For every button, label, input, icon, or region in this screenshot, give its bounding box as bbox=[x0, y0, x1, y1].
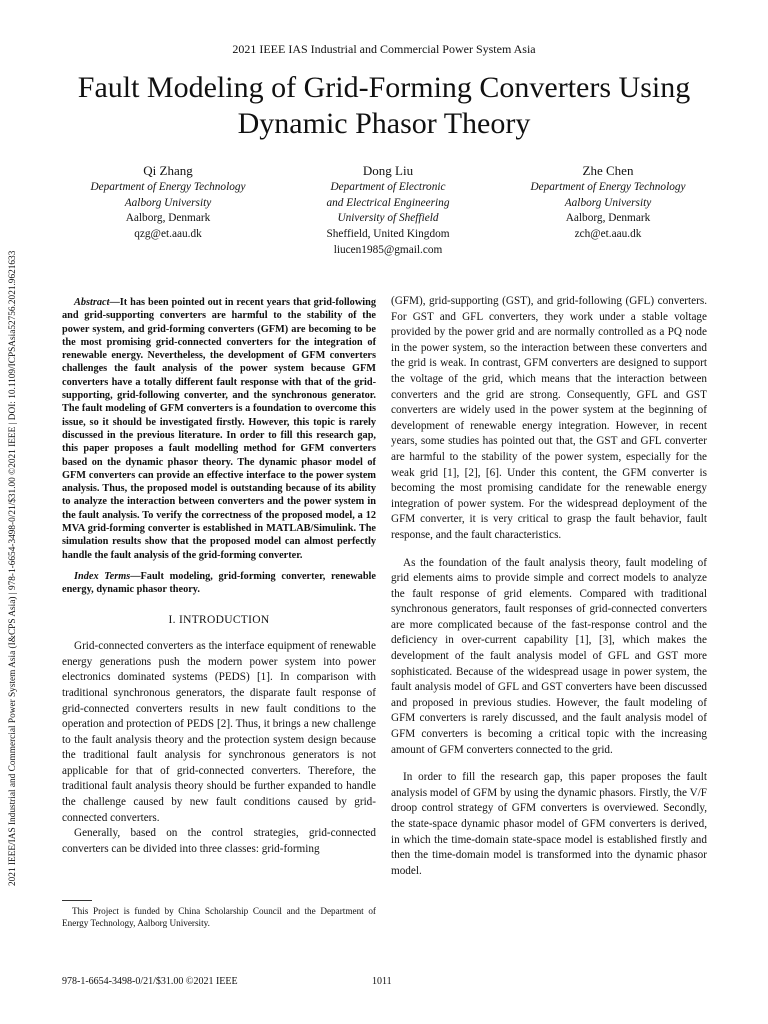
author-1 bbox=[58, 162, 278, 259]
author-block bbox=[58, 162, 718, 259]
page-number: 1011 bbox=[372, 976, 392, 987]
author-location: Sheffield, United Kingdom bbox=[326, 228, 450, 241]
author-university: Aalborg University bbox=[564, 196, 652, 209]
author-department: Department of Electronic bbox=[330, 181, 446, 193]
conference-header: 2021 IEEE IAS Industrial and Commercial Power System Asia bbox=[232, 42, 536, 56]
title-line-1: Fault Modeling of Grid-Forming Converters Using bbox=[77, 71, 691, 104]
author-location: Aalborg, Denmark bbox=[125, 212, 211, 225]
abstract-lead: Abstract bbox=[74, 297, 110, 308]
paragraph: (GFM), grid-supporting (GST), and grid-following (GFL) converters. For GST and GFL converters, they work under a stable voltage provided by the power grid and are normally controlled as a PQ node in the power system, so the interaction between these converters and the grid is weak. In contrast, GFM converters are designed to support the voltage of the grid, which means that the interaction between converters and the grid are strong. Consequently, GFL and GST converters are widely used in the power system at the beginning of development of renewable energy integration. However, in recent years, some studies has pointed out that, the GST and GFL converter are harmful to the stability of the power system, especially for the weak grid [1], [2], [6]. Under this content, the GFM converter is becoming the most promising candidate for the renewable energy integration of power system. For the widespread deployment of the GFM converter, it is very critical to grasp the fault behavior, fault response, and the fault characteristics. bbox=[391, 295, 707, 541]
left-column bbox=[62, 296, 376, 857]
author-email: zch@et.aau.dk bbox=[574, 228, 642, 241]
author-name: Zhe Chen bbox=[582, 163, 634, 178]
author-university: Aalborg University bbox=[124, 196, 212, 209]
index-terms-lead: Index Terms bbox=[74, 570, 131, 582]
author-department-line-2: and Electrical Engineering bbox=[326, 196, 450, 209]
author-email: qzg@et.aau.dk bbox=[134, 228, 202, 241]
footer-copyright: 978-1-6654-3498-0/21/$31.00 ©2021 IEEE bbox=[62, 976, 238, 987]
author-email: liucen1985@gmail.com bbox=[333, 243, 443, 256]
author-university: University of Sheffield bbox=[337, 212, 439, 225]
footnote: This Project is funded by China Scholarship Council and the Department of Energy Technology, Aalborg University. bbox=[62, 906, 376, 928]
abstract bbox=[62, 296, 376, 562]
section-heading: I. INTRODUCTION bbox=[168, 613, 270, 626]
paragraph: Generally, based on the control strategies, grid-connected converters can be divided into three classes: grid-forming bbox=[62, 827, 376, 855]
author-department: Department of Energy Technology bbox=[90, 181, 246, 193]
index-terms bbox=[62, 570, 376, 597]
title-line-2: Dynamic Phasor Theory bbox=[237, 107, 531, 140]
paragraph: Grid-connected converters as the interface equipment of renewable energy generations push the modern power system into power electronics dominated systems (PEDS) [1]. In comparison with traditional synchronous generators, the disparate fault response of grid-connected converters results in new fault conditions to the operation and protection of PEDS [2]. Thus, it brings a new challenge to the fault analysis theory and the protection system design because the traditional fault analysis for synchronous generators is not applicable for that of grid-connected converters. Therefore, the traditional fault analysis theory should be further expanded to handle the challenge caused by new fault conditions caused by grid-connected converters. bbox=[62, 640, 376, 824]
right-column bbox=[391, 294, 707, 879]
author-3 bbox=[498, 162, 718, 259]
paragraph: As the foundation of the fault analysis theory, fault modeling of grid elements aims to provide simple and correct models to analyze the fault response of grid elements. Compared with traditional synchronous generators, fault responses of grid-connected converters are more complicated because of the fast-response control and the deficiency in over-current capability [1], [3], which makes the development of the fault analysis model of GFL and GST more sophisticated. Because of the widespread usage in power system, the fault analysis model of GFL and GST converters have been discussed and proposed in previous studies. However, the fault modeling of GFM converters is rarely discussed, and the fault analysis model of GFM converters is becoming a critical topic with the increasing amount of GFM converters connected to the grid. bbox=[391, 556, 707, 756]
author-name: Qi Zhang bbox=[143, 163, 193, 178]
abstract-text: —It has been pointed out in recent years that grid-following and grid-supporting converters are harmful to the stability of the power system, and grid-forming converters (GFM) are becoming to be the most promising grid-connected converters for the integration of renewable energy. Nevertheless, the development of GFM converters challenges the fault analysis of the power system because GFM converters have a totally different fault response with that of the grid-supporting, grid-following converter, and the synchronous generator. The fault modeling of GFM converters is a foundation to overcome this issue, so it should be investigated firstly. However, this topic is rarely discussed in the previous literature. In order to fill this research gap, this paper proposes a fault modelling method for GFM converters based on the dynamic phasor theory. The dynamic phasor model of GFM converters can provide an effective interface to the power system analysis. Thus, the proposed model is outstanding because of its ability to analyze the interaction between converters and the power system in the fault analysis. To verify the correctness of the proposed model, a 12 MVA grid-forming converter is established in MATLAB/Simulink. The simulation results show that the proposed model can almost perfectly handle the fault analysis of the grid-forming converter. bbox=[62, 297, 376, 561]
doi-sidebar-text: 2021 IEEE/IAS Industrial and Commercial Power System Asia (I&CPS Asia) | 978-1-6654-3498-0/21/$31.00 ©2021 IEEE | DOI: 10.1109/ICPSAsia52756.2021.9621633 bbox=[8, 250, 18, 886]
author-location: Aalborg, Denmark bbox=[565, 212, 651, 225]
paper-title bbox=[40, 70, 728, 142]
footnote-divider bbox=[62, 900, 92, 901]
index-terms-text: —Fault modeling, grid-forming converter, renewable energy, dynamic phasor theory. bbox=[62, 570, 376, 596]
author-name: Dong Liu bbox=[362, 163, 414, 178]
author-2 bbox=[278, 162, 498, 259]
author-department: Department of Energy Technology bbox=[530, 181, 686, 193]
paragraph: In order to fill the research gap, this paper proposes the fault analysis model of GFM by using the dynamic phasors. Firstly, the V/F droop control strategy of GFM converters is overviewed. Secondly, the state-space dynamic phasor model of GFM converters is derived, in which the time-domain state-space model is established firstly and then the time-domain model is transformed into the dynamic phasor model. bbox=[391, 771, 707, 877]
